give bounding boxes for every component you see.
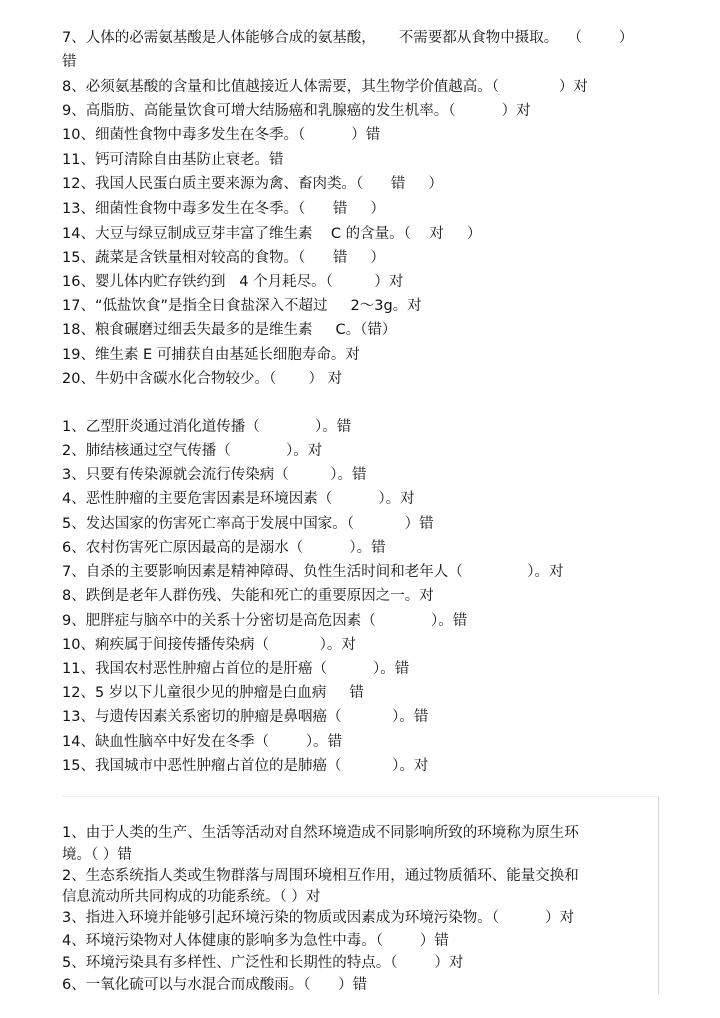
divider-line bbox=[658, 796, 659, 994]
question-line: 6、农村伤害死亡原因最高的是溺水（ ）。错 bbox=[62, 540, 386, 556]
question-line: 7、人体的必需氨基酸是人体能够合成的氨基酸， 不需要都从食物中摄取。 （ ） bbox=[62, 30, 634, 46]
question-line: 4、环境污染物对人体健康的影响多为急性中毒。（ ）错 bbox=[62, 933, 449, 949]
question-line: 2、生态系统指人类或生物群落与周围环境相互作用，通过物质循环、能量交换和 bbox=[62, 868, 579, 884]
divider-line bbox=[62, 796, 658, 797]
question-line: 14、缺血性脑卒中好发在冬季（ ）。错 bbox=[62, 734, 343, 750]
question-line: 13、与遗传因素关系密切的肿瘤是鼻咽癌（ ）。错 bbox=[62, 709, 429, 725]
question-line: 15、我国城市中恶性肿瘤占首位的是肺癌（ ）。对 bbox=[62, 758, 429, 774]
question-line: 8、必须氨基酸的含量和比值越接近人体需要，其生物学价值越高。（ ）对 bbox=[62, 79, 588, 95]
question-line: 19、维生素 E 可捕获自由基延长细胞寿命。对 bbox=[62, 347, 360, 363]
question-line: 5、环境污染具有多样性、广泛性和长期性的特点。（ ）对 bbox=[62, 955, 464, 971]
question-line: 9、肥胖症与脑卒中的关系十分密切是高危因素（ ）。错 bbox=[62, 613, 468, 629]
question-line: 12、我国人民蛋白质主要来源为禽、畜肉类。（ 错 ） bbox=[62, 176, 443, 192]
question-line: 4、恶性肿瘤的主要危害因素是环境因素（ ）。对 bbox=[62, 491, 415, 507]
question-line: 信息流动所共同构成的功能系统。（ ）对 bbox=[62, 889, 321, 905]
question-line: 10、细菌性食物中毒多发生在冬季。（ ）错 bbox=[62, 127, 381, 143]
question-line: 17、“低盐饮食”是指全日食盐深入不超过 2～3g。对 bbox=[62, 298, 422, 314]
question-line: 16、婴儿体内贮存铁约到 4 个月耗尽。（ ）对 bbox=[62, 274, 404, 290]
question-line: 15、蔬菜是含铁量相对较高的食物。（ 错 ） bbox=[62, 250, 385, 266]
question-line: 1、乙型肝炎通过消化道传播（ ）。错 bbox=[62, 419, 352, 435]
question-line: 3、指进入环境并能够引起环境污染的物质或因素成为环境污染物。（ ）对 bbox=[62, 910, 575, 926]
question-line: 6、一氧化硫可以与水混合而成酸雨。（ ）错 bbox=[62, 977, 368, 993]
question-line: 18、粮食碾磨过细丢失最多的是维生素 C。（错） bbox=[62, 322, 397, 338]
question-line: 8、跌倒是老年人群伤残、失能和死亡的重要原因之一。对 bbox=[62, 588, 434, 604]
question-line: 9、高脂肪、高能量饮食可增大结肠癌和乳腺癌的发生机率。（ ）对 bbox=[62, 103, 531, 119]
question-line: 7、自杀的主要影响因素是精神障碍、负性生活时间和老年人（ ）。对 bbox=[62, 564, 564, 580]
question-line: 10、痢疾属于间接传播传染病（ ）。对 bbox=[62, 637, 356, 653]
question-line: 3、只要有传染源就会流行传染病（ ）。错 bbox=[62, 467, 367, 483]
question-line: 境。（ ）错 bbox=[62, 847, 132, 863]
question-line: 12、5 岁以下儿童很少见的肿瘤是白血病 错 bbox=[62, 685, 364, 701]
question-line: 5、发达国家的伤害死亡率高于发展中国家。（ ）错 bbox=[62, 516, 434, 532]
question-line: 11、我国农村恶性肿瘤占首位的是肝癌（ ）。错 bbox=[62, 661, 410, 677]
question-line: 2、肺结核通过空气传播（ ）。对 bbox=[62, 443, 323, 459]
question-line: 14、大豆与绿豆制成豆芽丰富了维生素 C 的含量。（ 对 ） bbox=[62, 226, 482, 242]
question-line: 1、由于人类的生产、生活等活动对自然环境造成不同影响所致的环境称为原生环 bbox=[62, 825, 579, 841]
question-line: 13、细菌性食物中毒多发生在冬季。（ 错 ） bbox=[62, 201, 385, 217]
question-line: 20、牛奶中含碳水化合物较少。（ ） 对 bbox=[62, 371, 343, 387]
question-line: 错 bbox=[62, 54, 77, 70]
question-line: 11、钙可清除自由基防止衰老。错 bbox=[62, 152, 284, 168]
